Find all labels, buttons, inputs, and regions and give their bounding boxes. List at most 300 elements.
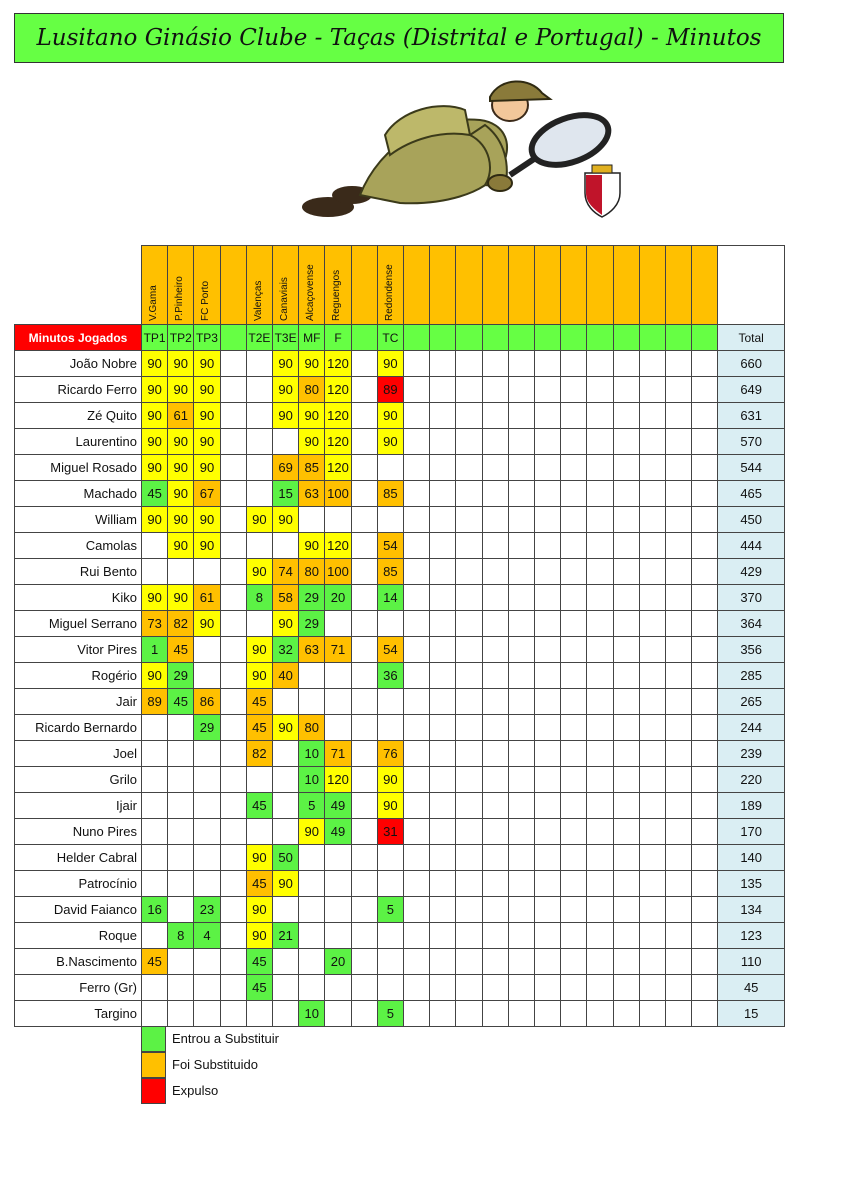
- minutes-cell: 45: [167, 636, 194, 663]
- minutes-cell: 90: [246, 636, 273, 663]
- minutes-cell: [534, 376, 561, 403]
- player-name: Machado: [14, 480, 142, 507]
- minutes-cell: [403, 636, 430, 663]
- minutes-cell: [613, 480, 640, 507]
- minutes-cell: 90: [377, 766, 404, 793]
- minutes-cell: [455, 662, 482, 689]
- minutes-cell: [351, 376, 378, 403]
- minutes-cell: 45: [246, 792, 273, 819]
- minutes-cell: [639, 714, 666, 741]
- minutes-cell: 90: [246, 922, 273, 949]
- column-header: [586, 245, 613, 325]
- column-header: [613, 245, 640, 325]
- minutes-cell: [167, 792, 194, 819]
- minutes-cell: [560, 610, 587, 637]
- legend-label: Expulso: [172, 1083, 219, 1098]
- minutes-cell: [639, 896, 666, 923]
- minutes-cell: [403, 792, 430, 819]
- minutes-cell: [141, 740, 168, 767]
- minutes-cell: 90: [377, 350, 404, 377]
- minutes-cell: [665, 792, 692, 819]
- minutes-cell: [141, 766, 168, 793]
- minutes-cell: [167, 1000, 194, 1027]
- minutes-cell: [691, 636, 718, 663]
- minutes-cell: [508, 532, 535, 559]
- minutes-cell: [455, 480, 482, 507]
- total-header: Total: [717, 324, 785, 351]
- player-total: 544: [717, 454, 785, 481]
- minutes-cell: [193, 974, 220, 1001]
- minutes-cell: [455, 870, 482, 897]
- competition-code: [455, 324, 482, 351]
- minutes-cell: [272, 974, 299, 1001]
- column-header: [298, 245, 325, 325]
- minutes-cell: 10: [298, 1000, 325, 1027]
- minutes-cell: [351, 922, 378, 949]
- player-total: 134: [717, 896, 785, 923]
- minutes-cell: [429, 402, 456, 429]
- minutes-cell: [691, 532, 718, 559]
- minutes-cell: 90: [141, 454, 168, 481]
- minutes-cell: 90: [272, 402, 299, 429]
- minutes-cell: [665, 480, 692, 507]
- minutes-cell: [220, 454, 247, 481]
- minutes-cell: 74: [272, 558, 299, 585]
- minutes-cell: [351, 714, 378, 741]
- player-total: 123: [717, 922, 785, 949]
- player-total: 364: [717, 610, 785, 637]
- minutes-cell: [455, 688, 482, 715]
- minutes-cell: [351, 428, 378, 455]
- minutes-cell: [560, 376, 587, 403]
- minutes-cell: [639, 974, 666, 1001]
- minutes-cell: [639, 870, 666, 897]
- column-header: [351, 245, 378, 325]
- minutes-cell: 82: [246, 740, 273, 767]
- minutes-cell: [141, 532, 168, 559]
- minutes-cell: [508, 350, 535, 377]
- minutes-cell: [534, 610, 561, 637]
- minutes-cell: 10: [298, 740, 325, 767]
- minutes-cell: [141, 792, 168, 819]
- minutes-cell: 90: [298, 402, 325, 429]
- minutes-cell: [193, 662, 220, 689]
- minutes-cell: [403, 922, 430, 949]
- minutes-cell: 54: [377, 636, 404, 663]
- minutes-cell: 45: [246, 948, 273, 975]
- minutes-cell: [403, 662, 430, 689]
- competition-code: [691, 324, 718, 351]
- minutes-cell: [482, 818, 509, 845]
- player-total: 631: [717, 402, 785, 429]
- minutes-cell: [691, 922, 718, 949]
- minutes-cell: 16: [141, 896, 168, 923]
- minutes-cell: 80: [298, 376, 325, 403]
- minutes-cell: [482, 714, 509, 741]
- minutes-cell: 90: [298, 350, 325, 377]
- minutes-cell: 120: [324, 350, 351, 377]
- player-total: 444: [717, 532, 785, 559]
- minutes-cell: [665, 740, 692, 767]
- minutes-cell: [586, 792, 613, 819]
- minutes-cell: [141, 922, 168, 949]
- minutes-cell: 90: [167, 350, 194, 377]
- player-name: Kiko: [14, 584, 142, 611]
- minutes-cell: [613, 532, 640, 559]
- minutes-cell: [613, 792, 640, 819]
- minutes-cell: 85: [377, 480, 404, 507]
- minutes-cell: [691, 714, 718, 741]
- minutes-cell: [403, 558, 430, 585]
- minutes-cell: [508, 662, 535, 689]
- minutes-cell: [613, 350, 640, 377]
- minutes-cell: [508, 818, 535, 845]
- minutes-cell: 67: [193, 480, 220, 507]
- minutes-cell: [534, 506, 561, 533]
- minutes-cell: [298, 948, 325, 975]
- minutes-cell: [691, 584, 718, 611]
- player-name: Laurentino: [14, 428, 142, 455]
- minutes-cell: [482, 610, 509, 637]
- minutes-cell: [272, 1000, 299, 1027]
- competition-code: TP1: [141, 324, 168, 351]
- minutes-cell: [246, 454, 273, 481]
- minutes-cell: [508, 376, 535, 403]
- minutes-cell: [586, 610, 613, 637]
- minutes-cell: 90: [272, 506, 299, 533]
- minutes-cell: [324, 688, 351, 715]
- minutes-cell: [613, 974, 640, 1001]
- minutes-cell: [508, 688, 535, 715]
- minutes-cell: [639, 428, 666, 455]
- minutes-cell: 90: [298, 532, 325, 559]
- column-header: [639, 245, 666, 325]
- minutes-cell: [534, 714, 561, 741]
- player-name: Nuno Pires: [14, 818, 142, 845]
- minutes-cell: [639, 558, 666, 585]
- minutes-cell: [508, 922, 535, 949]
- minutes-cell: 90: [167, 532, 194, 559]
- minutes-cell: [351, 1000, 378, 1027]
- minutes-cell: 20: [324, 948, 351, 975]
- player-total: 220: [717, 766, 785, 793]
- minutes-cell: [351, 662, 378, 689]
- minutes-cell: [534, 428, 561, 455]
- minutes-cell: [665, 350, 692, 377]
- player-name: Ferro (Gr): [14, 974, 142, 1001]
- minutes-cell: 90: [141, 428, 168, 455]
- competition-code: [429, 324, 456, 351]
- minutes-cell: [560, 922, 587, 949]
- minutes-cell: [613, 402, 640, 429]
- minutes-cell: [429, 454, 456, 481]
- minutes-cell: 90: [167, 506, 194, 533]
- minutes-cell: [272, 948, 299, 975]
- minutes-cell: [508, 870, 535, 897]
- minutes-cell: [691, 896, 718, 923]
- minutes-cell: [560, 844, 587, 871]
- minutes-cell: [560, 402, 587, 429]
- competition-code: TP2: [167, 324, 194, 351]
- minutes-cell: [560, 662, 587, 689]
- competition-code: [586, 324, 613, 351]
- minutes-cell: 90: [272, 610, 299, 637]
- minutes-cell: [613, 896, 640, 923]
- minutes-cell: [665, 610, 692, 637]
- minutes-cell: 45: [141, 480, 168, 507]
- minutes-cell: [351, 350, 378, 377]
- minutes-cell: [403, 584, 430, 611]
- minutes-cell: [613, 870, 640, 897]
- minutes-cell: [455, 740, 482, 767]
- minutes-cell: [586, 948, 613, 975]
- player-name: João Nobre: [14, 350, 142, 377]
- minutes-cell: 8: [246, 584, 273, 611]
- player-name: Vitor Pires: [14, 636, 142, 663]
- player-name: Ricardo Bernardo: [14, 714, 142, 741]
- minutes-cell: [351, 844, 378, 871]
- minutes-cell: [351, 818, 378, 845]
- minutes-cell: [586, 1000, 613, 1027]
- minutes-cell: [403, 610, 430, 637]
- minutes-cell: [141, 818, 168, 845]
- minutes-cell: [534, 454, 561, 481]
- minutes-cell: [167, 948, 194, 975]
- minutes-cell: [324, 896, 351, 923]
- minutes-cell: [429, 870, 456, 897]
- minutes-cell: [482, 662, 509, 689]
- minutes-cell: [246, 350, 273, 377]
- minutes-cell: [665, 818, 692, 845]
- minutes-cell: [586, 974, 613, 1001]
- minutes-cell: 90: [141, 376, 168, 403]
- minutes-cell: 90: [141, 350, 168, 377]
- minutes-cell: [639, 662, 666, 689]
- minutes-cell: [534, 974, 561, 1001]
- player-name: Patrocínio: [14, 870, 142, 897]
- minutes-cell: [586, 662, 613, 689]
- minutes-cell: 90: [167, 480, 194, 507]
- minutes-cell: [298, 688, 325, 715]
- minutes-cell: [246, 402, 273, 429]
- minutes-cell: [508, 792, 535, 819]
- minutes-cell: 20: [324, 584, 351, 611]
- minutes-cell: [193, 740, 220, 767]
- minutes-cell: [167, 740, 194, 767]
- minutes-cell: [586, 688, 613, 715]
- minutes-cell: [639, 844, 666, 871]
- minutes-cell: [665, 922, 692, 949]
- minutes-cell: [403, 532, 430, 559]
- minutes-cell: [665, 558, 692, 585]
- minutes-cell: [455, 454, 482, 481]
- minutes-cell: [220, 532, 247, 559]
- minutes-cell: [508, 896, 535, 923]
- total-header-spacer: [717, 245, 785, 325]
- minutes-cell: [665, 844, 692, 871]
- player-total: 239: [717, 740, 785, 767]
- minutes-cell: 61: [193, 584, 220, 611]
- minutes-cell: [639, 584, 666, 611]
- minutes-cell: [220, 662, 247, 689]
- minutes-cell: 120: [324, 428, 351, 455]
- competition-code: [639, 324, 666, 351]
- minutes-cell: [482, 376, 509, 403]
- minutes-cell: [455, 506, 482, 533]
- minutes-cell: [586, 506, 613, 533]
- minutes-cell: [403, 428, 430, 455]
- minutes-cell: [403, 688, 430, 715]
- minutes-cell: [482, 896, 509, 923]
- minutes-cell: [665, 506, 692, 533]
- minutes-cell: 85: [298, 454, 325, 481]
- minutes-cell: [639, 740, 666, 767]
- minutes-cell: [272, 896, 299, 923]
- minutes-cell: [246, 1000, 273, 1027]
- minutes-cell: [508, 506, 535, 533]
- minutes-cell: [482, 1000, 509, 1027]
- minutes-cell: [665, 454, 692, 481]
- player-name: William: [14, 506, 142, 533]
- competition-code: [613, 324, 640, 351]
- minutes-cell: [272, 792, 299, 819]
- minutes-cell: [508, 584, 535, 611]
- minutes-cell: [691, 506, 718, 533]
- column-header: [220, 245, 247, 325]
- minutes-cell: [403, 766, 430, 793]
- minutes-cell: [377, 610, 404, 637]
- competition-code: [534, 324, 561, 351]
- minutes-cell: [220, 1000, 247, 1027]
- minutes-cell: 14: [377, 584, 404, 611]
- minutes-cell: [613, 558, 640, 585]
- minutes-cell: 90: [246, 506, 273, 533]
- minutes-cell: [639, 792, 666, 819]
- player-total: 570: [717, 428, 785, 455]
- minutes-cell: 90: [298, 818, 325, 845]
- minutes-cell: [534, 1000, 561, 1027]
- minutes-cell: 4: [193, 922, 220, 949]
- minutes-cell: [324, 506, 351, 533]
- minutes-cell: [639, 922, 666, 949]
- minutes-cell: [351, 766, 378, 793]
- minutes-cell: [377, 948, 404, 975]
- minutes-cell: [534, 766, 561, 793]
- minutes-cell: [482, 870, 509, 897]
- minutes-cell: [298, 974, 325, 1001]
- minutes-cell: [691, 662, 718, 689]
- competition-code: [220, 324, 247, 351]
- minutes-cell: 45: [246, 870, 273, 897]
- player-total: 110: [717, 948, 785, 975]
- minutes-cell: [665, 766, 692, 793]
- minutes-cell: [534, 896, 561, 923]
- minutes-cell: [586, 350, 613, 377]
- minutes-cell: [665, 532, 692, 559]
- minutes-cell: 90: [141, 402, 168, 429]
- minutes-cell: [560, 766, 587, 793]
- minutes-cell: [665, 948, 692, 975]
- minutes-cell: [613, 584, 640, 611]
- competition-code: [403, 324, 430, 351]
- minutes-cell: [639, 948, 666, 975]
- minutes-cell: [639, 636, 666, 663]
- minutes-cell: [220, 818, 247, 845]
- minutes-cell: 63: [298, 636, 325, 663]
- minutes-cell: [272, 428, 299, 455]
- minutes-cell: [167, 818, 194, 845]
- minutes-cell: [560, 688, 587, 715]
- minutes-cell: [429, 636, 456, 663]
- minutes-cell: [586, 376, 613, 403]
- minutes-cell: [534, 948, 561, 975]
- minutes-cell: [298, 506, 325, 533]
- minutes-cell: 90: [246, 558, 273, 585]
- minutes-cell: [429, 506, 456, 533]
- minutes-cell: [324, 844, 351, 871]
- minutes-cell: [220, 870, 247, 897]
- player-name: Miguel Serrano: [14, 610, 142, 637]
- minutes-cell: [455, 818, 482, 845]
- minutes-cell: 90: [377, 792, 404, 819]
- minutes-cell: [455, 376, 482, 403]
- minutes-cell: [351, 948, 378, 975]
- minutes-cell: [586, 454, 613, 481]
- minutes-cell: 50: [272, 844, 299, 871]
- minutes-cell: [429, 350, 456, 377]
- minutes-cell: [691, 480, 718, 507]
- minutes-cell: [193, 818, 220, 845]
- minutes-cell: 82: [167, 610, 194, 637]
- minutes-cell: [534, 532, 561, 559]
- minutes-cell: [272, 740, 299, 767]
- minutes-cell: [639, 610, 666, 637]
- minutes-cell: [455, 402, 482, 429]
- minutes-cell: [560, 636, 587, 663]
- column-header: [246, 245, 273, 325]
- minutes-cell: [324, 922, 351, 949]
- minutes-cell: [272, 818, 299, 845]
- minutes-cell: [691, 948, 718, 975]
- minutes-cell: 90: [167, 454, 194, 481]
- minutes-cell: 89: [141, 688, 168, 715]
- minutes-cell: 10: [298, 766, 325, 793]
- minutes-cell: [534, 844, 561, 871]
- minutes-cell: [508, 844, 535, 871]
- minutes-cell: [220, 558, 247, 585]
- minutes-cell: 1: [141, 636, 168, 663]
- minutes-cell: [141, 558, 168, 585]
- minutes-cell: [429, 766, 456, 793]
- player-name: Zé Quito: [14, 402, 142, 429]
- minutes-cell: [639, 766, 666, 793]
- minutes-cell: [613, 766, 640, 793]
- minutes-cell: [220, 376, 247, 403]
- player-total: 265: [717, 688, 785, 715]
- minutes-cell: 100: [324, 480, 351, 507]
- minutes-cell: [482, 584, 509, 611]
- minutes-cell: 29: [167, 662, 194, 689]
- column-header: [508, 245, 535, 325]
- minutes-cell: [691, 558, 718, 585]
- minutes-cell: [246, 818, 273, 845]
- minutes-cell: [141, 714, 168, 741]
- player-name: Ijair: [14, 792, 142, 819]
- legend-swatch: [141, 1052, 166, 1078]
- minutes-cell: [455, 766, 482, 793]
- opponent-label: Reguengos: [331, 269, 343, 321]
- minutes-cell: 31: [377, 818, 404, 845]
